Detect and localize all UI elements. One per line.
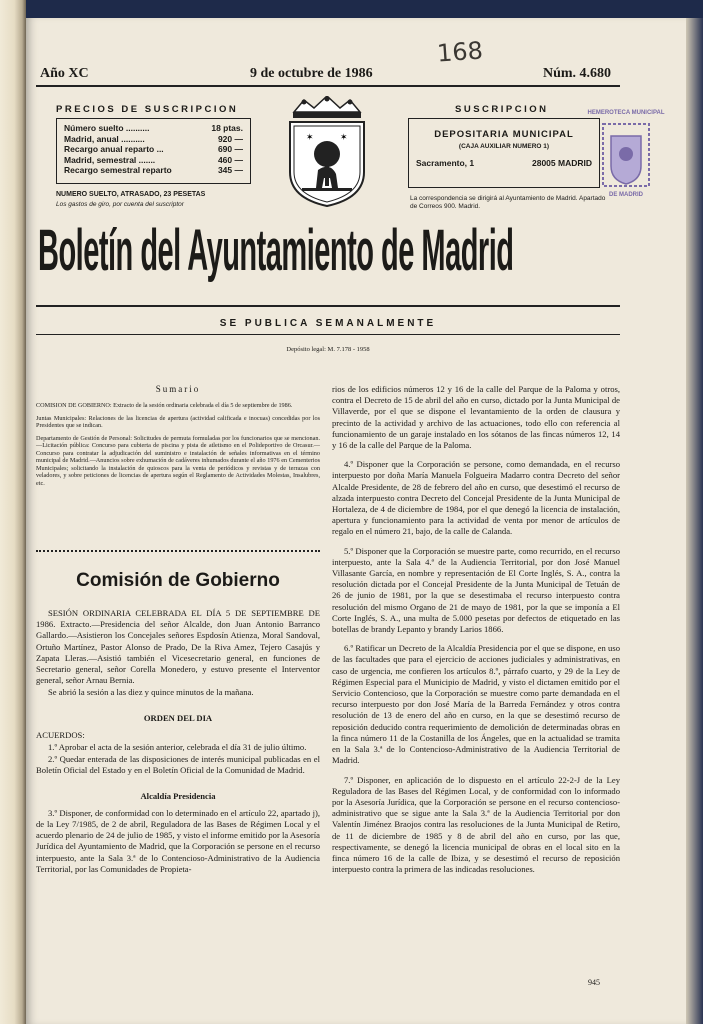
- agreement-1: 1.º Aprobar el acta de la sesión anterior, celebrada el día 31 de julio último.: [48, 742, 307, 753]
- svg-text:✶: ✶: [306, 133, 314, 143]
- page-edge: [686, 18, 703, 1024]
- agreement-4: 4.º Disponer que la Corporación se persone, como demandada, en el recurso interpuesto por doña María Manuela Folgueira Madarro contra Decreto del señor Alcalde Presidente, de 28 de febrero del año en curso, que desestimó el recurso de alzada interpuesto contra Decreto del Concejal Presidente de la Junta Municipal de Hortaleza, de 4 de diciembre de 1984, por el que denegó la licencia de instalación, apertura y funcionamiento para la actividad de venta por menor de artículos de regalo en el número 21, bajo, de la calle de Calanda.: [332, 459, 620, 537]
- section-divider: [36, 550, 320, 552]
- summary-heading: Sumario: [155, 384, 201, 394]
- title-rule: [36, 305, 620, 307]
- summary-item: Juntas Municipales: Relaciones de las licencias de apertura (actividad calificada e inocuas) concedidas por los Presidentes que se indican.: [36, 414, 320, 429]
- agreement-3: 3.º Disponer, de conformidad con lo determinado en el artículo 22, apartado j), de la Ley 7/1985, de 2 de abril, Reguladora de las Bases de Régimen Local y el acuerdo plenario de 24 de julio de 1985, y visto el informe emitido por la Asesoría Jurídica del Ayuntamiento de Madrid, que la Corporación se persone en el recurso interpuesto, ante la Sala 3.ª de lo Contencioso-Administrativo de la Audiencia Territorial, por las Comunidades de Propieta-: [36, 807, 320, 874]
- svg-text:✶: ✶: [340, 133, 348, 143]
- year-label: Año XC: [40, 66, 89, 81]
- agreement-5: 5.º Disponer que la Corporación se muestre parte, como recurrido, en el recurso interpuesto, ante la Sala 4.ª de la Audiencia Territorial, por don José Manuel Villasante García, en nombre y representación de El Corte Inglés, S. A., contra la resolución dictada por el Concejal Presidente de la Junta Municipal de Tetuán de 26 de junio de 1981, por la que se desestimaba el recurso interpuesto contra resolución del mismo Organo de 21 de mayo de 1981, por la que se imponía a El Corte Inglés, S. A., una multa de 5.000 pesetas por defectos de etiquetado en las botellas de brandy Lepanto y brandy Larios 1866.: [332, 545, 620, 635]
- top-rule: [36, 85, 620, 87]
- issue-date: 9 de octubre de 1986: [250, 66, 373, 81]
- handwritten-note: 168: [436, 36, 484, 68]
- summary-item: Departamento de Gestión de Personal: Solicitudes de permuta formuladas por los funcionarios que se mencionan.—Licitación pública: Concurso para cubierta de piscina y pista de atletismo en el Polideportivo de Orcasur.—Concurso para contratar la adjudicación del suministro e instalación de señales informativas en el término municipal de Madrid.—Anuncios sobre exhumación de cadáveres inhumados durante el año 1976 en Cementerios Municipales; solicitando la instalación de quioscos para la venta de periódicos y revistas y de terrazas con veladores, y sobre peticiones de licencias de apertura según el Reglamento de Actividades Molestas, Insalubres, etc.: [36, 434, 320, 487]
- paragraph-continued: rios de los edificios números 12 y 16 de la calle del Parque de la Paloma y otros, contra el Decreto de 15 de abril del año en curso, dictado por la Junta Municipal de Villaverde, por el que se dispone el levantamiento de la orden de clausura y precinto de la actividad y archivo de las actuaciones, todo ello con referencia al funcionamiento de un garaje instalado en los sótanos de las fincas números 12, 14 y 16 de la calle del Parque de la Paloma.: [332, 384, 620, 451]
- alcaldia-heading: Alcaldía Presidencia: [140, 790, 216, 801]
- price-row: Recargo semestral reparto 345 —: [64, 165, 243, 176]
- price-row: Madrid, anual .......... 920 —: [64, 133, 243, 144]
- street-label: Sacramento, 1: [416, 158, 475, 168]
- book-spine: [0, 0, 26, 1024]
- acuerdos-label: ACUERDOS:: [36, 729, 85, 740]
- stamp-crest-icon: [599, 120, 653, 190]
- prices-note-1: NUMERO SUELTO, ATRASADO, 23 PESETAS: [56, 191, 206, 198]
- newspaper-title: Boletín del Ayuntamiento de Madrid: [38, 218, 514, 283]
- stamp-bottom-text: DE MADRID: [609, 192, 643, 198]
- city-label: 28005 MADRID: [532, 158, 592, 168]
- orden-del-dia-heading: ORDEN DEL DIA: [143, 712, 213, 723]
- agreement-2: 2.º Quedar enterada de las disposiciones de interés municipal publicadas en el Boletín Oficial del Estado y en el Boletín Oficial de la Comunidad de Madrid.: [36, 754, 320, 776]
- page-number: 945: [588, 978, 600, 987]
- madrid-coat-of-arms-icon: [284, 96, 370, 208]
- frequency-line: SE PUBLICA SEMANALMENTE: [219, 318, 437, 329]
- section-heading: Comisión de Gobierno: [76, 570, 280, 591]
- prices-box: [56, 118, 251, 184]
- frequency-rule: [36, 334, 620, 335]
- agreement-7: 7.º Disponer, en aplicación de lo dispuesto en el artículo 22-2-J de la Ley Reguladora de las Bases del Régimen Local, y de conformidad con lo informado por la Asesoría Jurídica, que la Corporación se persone en el recurso contencioso-administrativo que se sigue ante la Sala 3.ª de la Audiencia Territorial por don Valentín Jiménez Braojos contra las resoluciones de la Junta Municipal de Retiro, de 11 de diciembre de 1985 y 8 de abril del año en curso, por las que, respectivamente, se denegó la licencia municipal de obras en el local sito en la finca número 16 de la calle de Ibiza, y se desestimó el recurso de reposición interpuesto contra la primera de las indicadas resoluciones.: [332, 774, 620, 875]
- session-paragraph: SESIÓN ORDINARIA CELEBRADA EL DÍA 5 DE SEPTIEMBRE DE 1986. Extracto.—Presidencia del señor Alcalde, don Juan Antonio Barranco Gallardo.—Asistieron los Concejales señores Espdosín Atienza, Moral Sandoval, Ortuño Martínez, Pastor Alonso de Prado, De la Riva Amez, Tejero Casajús y Zapata Lleras.—Asistió también el Vicesecretario general, en funciones de Secretario general, señor Corella Monedero, y estuvo presente el Interventor general, señor Arnau Bernia.: [36, 608, 320, 686]
- caja-label: (CAJA AUXILIAR NUMERO 1): [458, 143, 550, 150]
- subscription-heading: SUSCRIPCION: [455, 104, 549, 115]
- address-row: [416, 158, 592, 168]
- prices-note-2: Los gastos de giro, por cuenta del suscriptor: [56, 201, 184, 208]
- summary-list: [36, 402, 320, 492]
- library-stamp: [584, 110, 668, 218]
- stamp-top-text: HEMEROTECA MUNICIPAL: [587, 110, 665, 116]
- price-row: Recargo anual reparto ... 690 —: [64, 144, 243, 155]
- prices-heading: PRECIOS DE SUSCRIPCION: [56, 104, 239, 115]
- depositaria-label: DEPOSITARIA MUNICIPAL: [434, 129, 574, 140]
- subscription-box: [408, 118, 600, 188]
- issue-number: Núm. 4.680: [543, 66, 612, 81]
- left-article-column: [36, 608, 320, 876]
- legal-deposit: Depósito legal: M. 7.178 - 1958: [286, 346, 370, 353]
- correspondence-note: La correspondencia se dirigirá al Ayuntamiento de Madrid. Apartado de Correos 900. Madrid.: [410, 195, 606, 210]
- right-article-column: [332, 384, 620, 876]
- price-row: Número suelto .......... 18 ptas.: [64, 123, 243, 133]
- price-row: Madrid, semestral ....... 460 —: [64, 154, 243, 165]
- opening-paragraph: Se abrió la sesión a las diez y quince minutos de la mañana.: [48, 687, 254, 698]
- agreement-6: 6.º Ratificar un Decreto de la Alcaldía Presidencia por el que se dispone, en uso de las facultades que para el ejercicio de acciones judiciales y administrativas, en caso de urgencia, me confieren los artículos 8.º, párrafo cuarto, y 29 de la Ley de Régimen Especial para el Municipio de Madrid, y visto el dictamen emitido por el Servicio Contencioso, que la Corporación se muestre como parte demandada en el recurso interpuesto por don José María de la Barreda Fernández y otros contra resolución de 13 de enero del año en curso, en la que se desestimó recurso de reposición deducido contra requerimiento de demolición de determinadas obras en la finca número 11 de la Costanilla de los Ángeles, que en la actualidad se tramita en la Sala 3.ª de lo Contencioso-Administrativo de la Audiencia Territorial de Madrid.: [332, 643, 620, 766]
- summary-item: COMISION DE GOBIERNO: Extracto de la sesión ordinaria celebrada el día 5 de septiembre de 1986.: [36, 402, 293, 409]
